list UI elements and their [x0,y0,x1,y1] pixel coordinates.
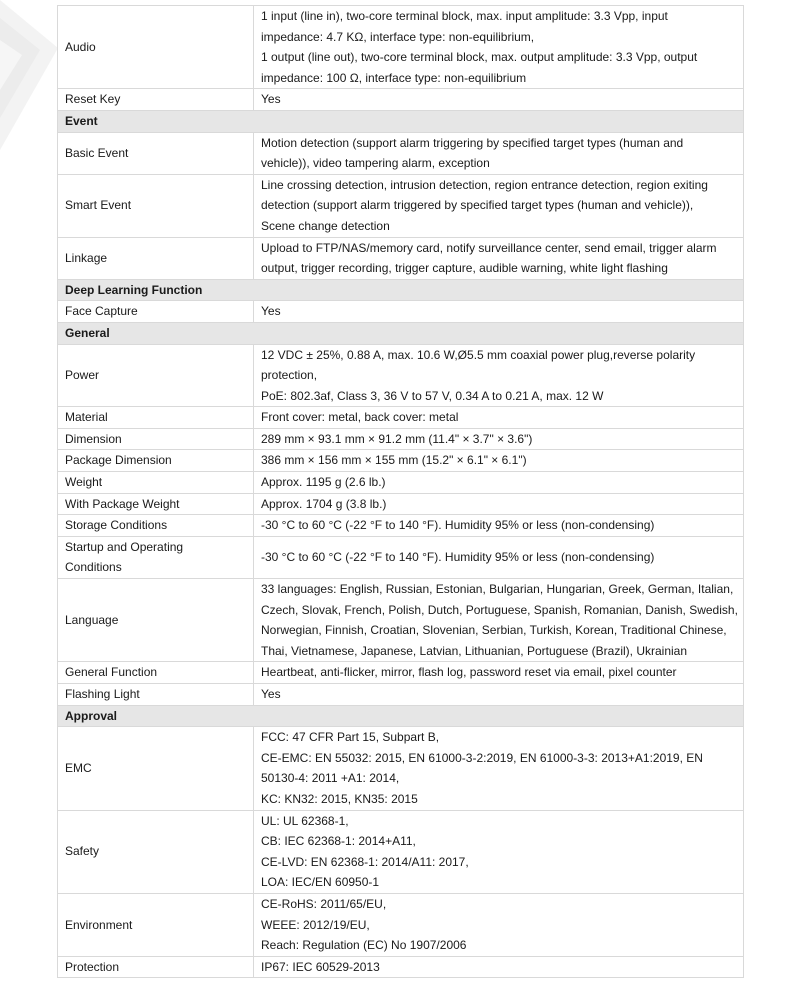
spec-value: Approx. 1704 g (3.8 lb.) [254,493,744,515]
spec-value: 12 VDC ± 25%, 0.88 A, max. 10.6 W,Ø5.5 mm coaxial power plug,reverse polarity protection, PoE: 802.3af, Class 3, 36 V to 57 V, 0.34 A to 0.21 A, max. 12 W [254,344,744,407]
spec-label: Dimension [58,428,254,450]
spec-value: IP67: IEC 60529-2013 [254,956,744,978]
spec-label: Package Dimension [58,450,254,472]
spec-label: Smart Event [58,174,254,237]
spec-value: Heartbeat, anti-flicker, mirror, flash log, password reset via email, pixel counter [254,662,744,684]
spec-label: Language [58,579,254,662]
spec-row [58,810,744,893]
spec-value: Yes [254,301,744,323]
spec-row [58,450,744,472]
spec-value: Line crossing detection, intrusion detection, region entrance detection, region exiting detection (support alarm triggered by specified target types (human and vehicle)), Scene change detection [254,174,744,237]
spec-row [58,956,744,978]
spec-value: Yes [254,684,744,706]
spec-label: Basic Event [58,132,254,174]
spec-label: Linkage [58,237,254,279]
section-header-row [58,705,744,727]
spec-label: EMC [58,727,254,810]
spec-row [58,493,744,515]
brand-watermark-icon [0,0,60,150]
spec-row [58,132,744,174]
section-title: Approval [58,705,744,727]
spec-label: Safety [58,810,254,893]
spec-value: -30 °C to 60 °C (-22 °F to 140 °F). Humidity 95% or less (non-condensing) [254,515,744,537]
spec-table [57,5,744,978]
spec-value: Yes [254,89,744,111]
spec-table-body [58,6,744,978]
spec-label: Flashing Light [58,684,254,706]
section-title: Deep Learning Function [58,279,744,301]
spec-row [58,344,744,407]
spec-label: Material [58,407,254,429]
spec-row [58,428,744,450]
spec-value: CE-RoHS: 2011/65/EU, WEEE: 2012/19/EU, Reach: Regulation (EC) No 1907/2006 [254,893,744,956]
spec-label: Weight [58,472,254,494]
spec-row [58,662,744,684]
section-title: Event [58,110,744,132]
spec-row [58,472,744,494]
section-header-row [58,279,744,301]
spec-value: FCC: 47 CFR Part 15, Subpart B, CE-EMC: EN 55032: 2015, EN 61000-3-2:2019, EN 61000-3-3: 2013+A1:2019, EN 50130-4: 2011 +A1: 2014, KC: KN32: 2015, KN35: 2015 [254,727,744,810]
spec-value: 289 mm × 93.1 mm × 91.2 mm (11.4" × 3.7" × 3.6") [254,428,744,450]
spec-value: 1 input (line in), two-core terminal block, max. input amplitude: 3.3 Vpp, input impedance: 4.7 KΩ, interface type: non-equilibrium, 1 output (line out), two-core terminal block, max. output amplitude: 3.3 Vpp, output impedance: 100 Ω, interface type: non-equilibrium [254,6,744,89]
spec-label: With Package Weight [58,493,254,515]
spec-row [58,89,744,111]
spec-value: Approx. 1195 g (2.6 lb.) [254,472,744,494]
spec-row [58,407,744,429]
spec-label: Storage Conditions [58,515,254,537]
spec-value: 33 languages: English, Russian, Estonian, Bulgarian, Hungarian, Greek, German, Italian, Czech, Slovak, French, Polish, Dutch, Portuguese, Spanish, Romanian, Danish, Swedish, Norwegian, Finnish, Croatian, Slovenian, Serbian, Turkish, Korean, Traditional Chinese, Thai, Vietnamese, Japanese, Latvian, Lithuanian, Portuguese (Brazil), Ukrainian [254,579,744,662]
spec-row [58,684,744,706]
spec-label: General Function [58,662,254,684]
spec-row [58,515,744,537]
section-header-row [58,110,744,132]
spec-row [58,727,744,810]
spec-label: Protection [58,956,254,978]
spec-value: -30 °C to 60 °C (-22 °F to 140 °F). Humidity 95% or less (non-condensing) [254,536,744,578]
spec-row [58,6,744,89]
spec-row [58,893,744,956]
spec-label: Audio [58,6,254,89]
spec-value: Front cover: metal, back cover: metal [254,407,744,429]
spec-value: 386 mm × 156 mm × 155 mm (15.2" × 6.1" × 6.1") [254,450,744,472]
spec-row [58,237,744,279]
spec-row [58,301,744,323]
spec-label: Environment [58,893,254,956]
spec-value: Motion detection (support alarm triggering by specified target types (human and vehicle)), video tampering alarm, exception [254,132,744,174]
spec-label: Reset Key [58,89,254,111]
spec-row [58,174,744,237]
spec-row [58,579,744,662]
spec-label: Startup and Operating Conditions [58,536,254,578]
section-header-row [58,322,744,344]
spec-label: Face Capture [58,301,254,323]
spec-row [58,536,744,578]
spec-label: Power [58,344,254,407]
spec-value: UL: UL 62368-1, CB: IEC 62368-1: 2014+A11, CE-LVD: EN 62368-1: 2014/A11: 2017, LOA: IEC/EN 60950-1 [254,810,744,893]
spec-value: Upload to FTP/NAS/memory card, notify surveillance center, send email, trigger alarm output, trigger recording, trigger capture, audible warning, white light flashing [254,237,744,279]
section-title: General [58,322,744,344]
